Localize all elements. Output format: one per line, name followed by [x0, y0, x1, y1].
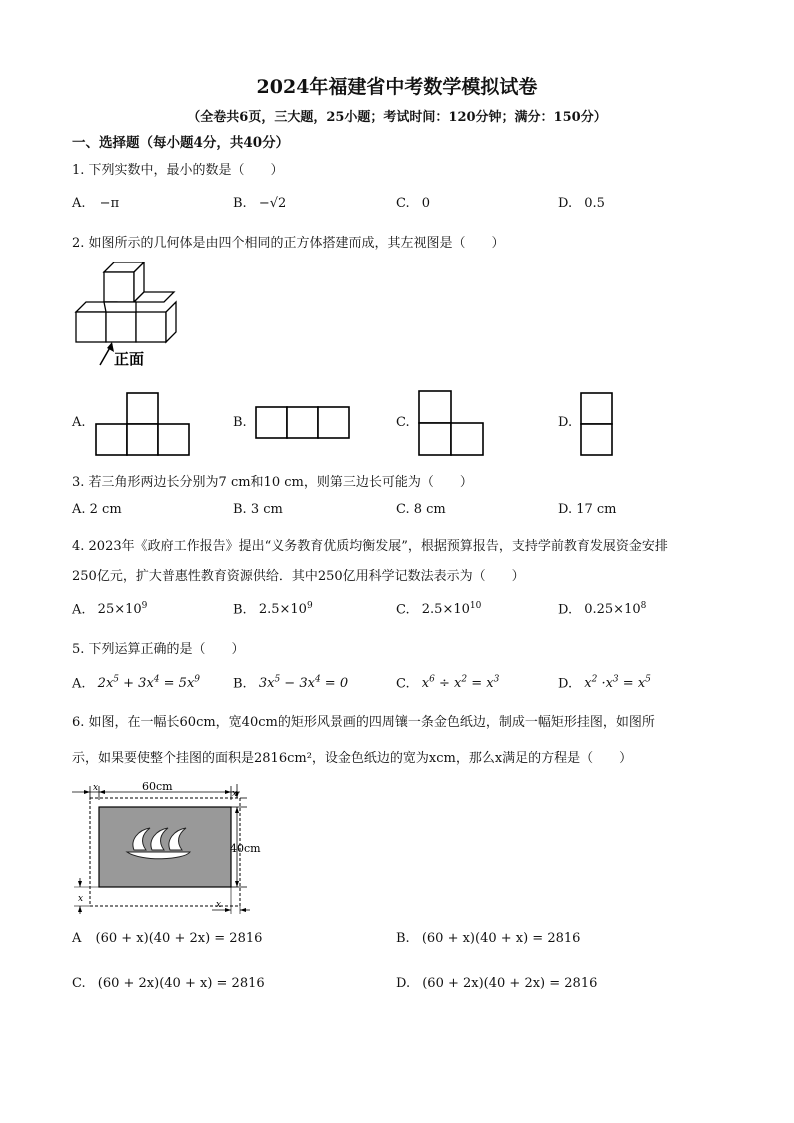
q3-option-b: B. 3 cm: [233, 502, 283, 517]
option-label: D.: [396, 976, 411, 991]
q1-option-d: [558, 196, 605, 211]
q3-option-d: D. 17 cm: [558, 502, 617, 517]
option-value: −π: [99, 196, 120, 211]
q2-option-d-figure: [580, 392, 614, 456]
option-equation: (60 + 2x)(40 + x) = 2816: [97, 976, 265, 991]
option-exponent: 9: [141, 601, 148, 611]
question-2-stem: 2. 如图所示的几何体是由四个相同的正方体搭建而成，其左视图是（ ）: [72, 236, 505, 251]
q6-option-a: [72, 931, 262, 946]
option-exponent: 10: [469, 601, 482, 611]
option-base: 2.5×10: [421, 602, 470, 618]
option-label: A.: [72, 676, 86, 692]
q4-option-b: [233, 601, 313, 617]
question-3-stem: 3. 若三角形两边长分别为7 cm和10 cm，则第三边长可能为（ ）: [72, 475, 473, 490]
fig-x-top: x: [93, 783, 99, 793]
q2-option-d-label: D.: [558, 415, 573, 430]
option-label: B.: [233, 602, 247, 618]
option-expression: $2x^5 + 3x^4 = 5x^9$: [97, 675, 201, 692]
exam-info: （全卷共6页，三大题，25小题；考试时间：120分钟；满分：150分）: [187, 110, 607, 125]
option-label: A: [72, 931, 82, 946]
option-label: C.: [396, 196, 410, 211]
q5-option-a: [72, 675, 200, 691]
option-exponent: 8: [640, 601, 647, 611]
option-base: 25×10: [97, 602, 142, 618]
q4-option-c: [396, 601, 481, 617]
q6-option-b: [396, 931, 580, 946]
q5-option-d: [558, 675, 651, 691]
q5-option-b: [233, 675, 348, 691]
option-expression: $3x^5 - 3x^4 = 0$: [258, 675, 349, 692]
option-value: 0: [421, 196, 431, 211]
fig-x-left: x: [78, 894, 84, 904]
q3-option-a: A. 2 cm: [72, 502, 122, 517]
fig-x-bottom: x: [216, 900, 222, 910]
framed-picture-figure: [72, 780, 272, 915]
option-label: D.: [558, 196, 573, 211]
question-6-stem-line1: 6. 如图，在一幅长60cm，宽40cm的矩形风景画的四周镶一条金色纸边，制成一幅矩形挂图，如图所: [72, 715, 655, 730]
question-1-stem: 1. 下列实数中，最小的数是（ ）: [72, 163, 284, 178]
front-label: 正面: [114, 350, 145, 368]
option-label: B.: [396, 931, 410, 946]
q4-option-d: [558, 601, 646, 617]
option-equation: (60 + x)(40 + 2x) = 2816: [95, 931, 263, 946]
option-label: D.: [558, 676, 573, 692]
option-base: 0.25×10: [584, 602, 641, 618]
q2-option-c-label: C.: [396, 415, 410, 430]
q6-option-c: [72, 976, 265, 991]
q4-option-a: [72, 601, 147, 617]
question-4-stem-line1: 4. 2023年《政府工作报告》提出“义务教育优质均衡发展”，根据预算报告，支持学前教育发展资金安排: [72, 539, 668, 554]
option-label: C.: [72, 976, 86, 991]
fig-height-label: 40cm: [230, 842, 261, 855]
question-6-stem-line2: 示，如果要使整个挂图的面积是2816cm²，设金色纸边的宽为xcm，那么x满足的方程是（ ）: [72, 751, 633, 766]
q2-option-b-label: B.: [233, 415, 247, 430]
option-equation: (60 + x)(40 + x) = 2816: [421, 931, 581, 946]
q2-option-b-figure: [255, 406, 352, 440]
q1-option-b: [233, 196, 286, 211]
option-label: B.: [233, 196, 247, 211]
q1-option-c: [396, 196, 430, 211]
q1-option-a: [72, 196, 119, 211]
fig-x-right: x: [232, 789, 238, 799]
option-label: A.: [72, 196, 86, 211]
question-4-stem-line2: 250亿元，扩大普惠性教育资源供给．其中250亿用科学记数法表示为（ ）: [72, 569, 525, 584]
option-label: A.: [72, 602, 86, 618]
q3-option-c: C. 8 cm: [396, 502, 446, 517]
option-label: D.: [558, 602, 573, 618]
option-value: −√2: [258, 196, 287, 211]
option-expression: $x^2 \cdot x^3 = x^5$: [584, 675, 651, 692]
q5-option-c: [396, 675, 499, 691]
q2-option-a-label: A.: [72, 415, 86, 430]
q2-option-c-figure: [418, 390, 484, 456]
question-5-stem: 5. 下列运算正确的是（ ）: [72, 642, 245, 657]
page-title: 2024年福建省中考数学模拟试卷: [256, 76, 538, 98]
section-heading: 一、选择题（每小题4分，共40分）: [72, 135, 290, 151]
q6-option-d: [396, 976, 597, 991]
option-base: 2.5×10: [258, 602, 307, 618]
option-exponent: 9: [306, 601, 313, 611]
option-value: 0.5: [584, 196, 605, 211]
fig-width-label: 60cm: [142, 780, 173, 793]
option-label: C.: [396, 676, 410, 692]
cube-solid-figure: [72, 262, 182, 372]
option-label: B.: [233, 676, 247, 692]
option-label: C.: [396, 602, 410, 618]
option-expression: $x^6 \div x^2 = x^3$: [421, 675, 500, 692]
q2-option-a-figure: [95, 392, 190, 456]
option-equation: (60 + 2x)(40 + 2x) = 2816: [422, 976, 598, 991]
